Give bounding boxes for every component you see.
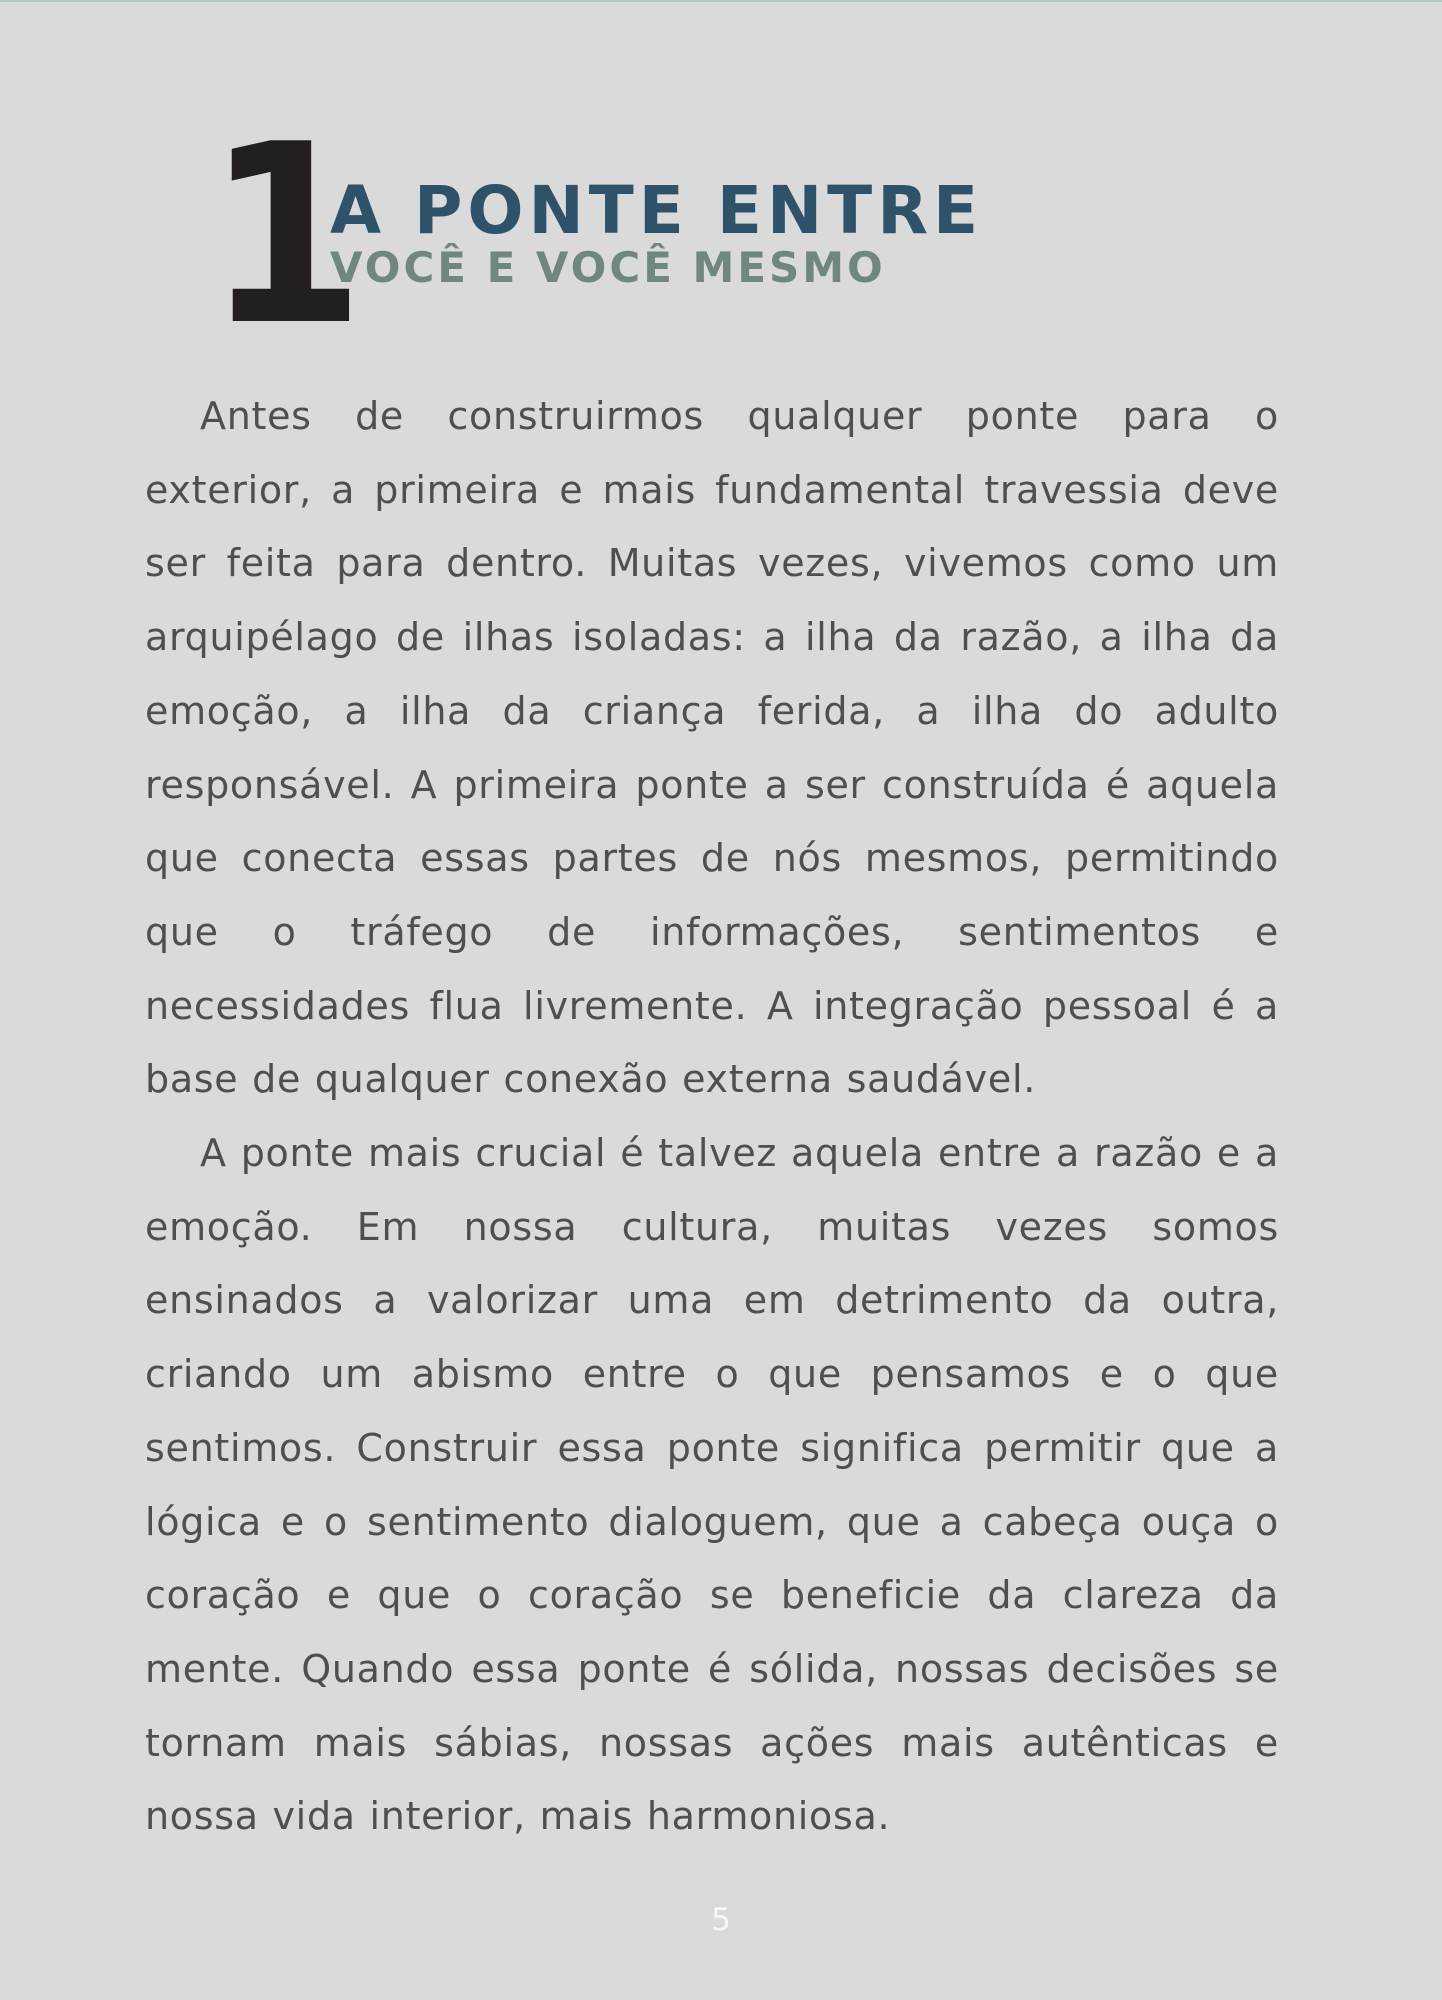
paragraph-1: Antes de construirmos qualquer ponte para o exterior, a primeira e mais fundamental travessia deve ser feita para dentro. Muitas vezes, vivemos como um arquipélago de ilhas isoladas: a ilha da razão, a ilha da emoção, a ilha da criança ferida, a ilha do adulto responsável. A primeira ponte a ser construída é aquela que conecta essas partes de nós mesmos, permitindo que o tráfego de informações, sentimentos e necessidades flua livremente. A integração pessoal é a base de qualquer conexão externa saudável. <box>145 394 1279 1102</box>
page-number: 5 <box>711 1902 731 1938</box>
chapter-subtitle: VOCÊ E VOCÊ MESMO <box>330 243 886 292</box>
top-divider <box>0 0 1442 2</box>
paragraph-2: A ponte mais crucial é talvez aquela entre a razão e a emoção. Em nossa cultura, muitas vezes somos ensinados a valorizar uma em detrimento da outra, criando um abismo entre o que pensamos e o que sentimos. Construir essa ponte significa permitir que a lógica e o sentimento dialoguem, que a cabeça ouça o coração e que o coração se beneficie da clareza da mente. Quando essa ponte é sólida, nossas decisões se tornam mais sábias, nossas ações mais autênticas e nossa vida interior, mais harmoniosa. <box>145 1131 1279 1839</box>
chapter-body <box>145 380 1279 1854</box>
chapter-number: 1 <box>206 92 358 380</box>
chapter-title: A PONTE ENTRE <box>330 172 984 249</box>
chapter-title-block <box>330 172 1090 292</box>
